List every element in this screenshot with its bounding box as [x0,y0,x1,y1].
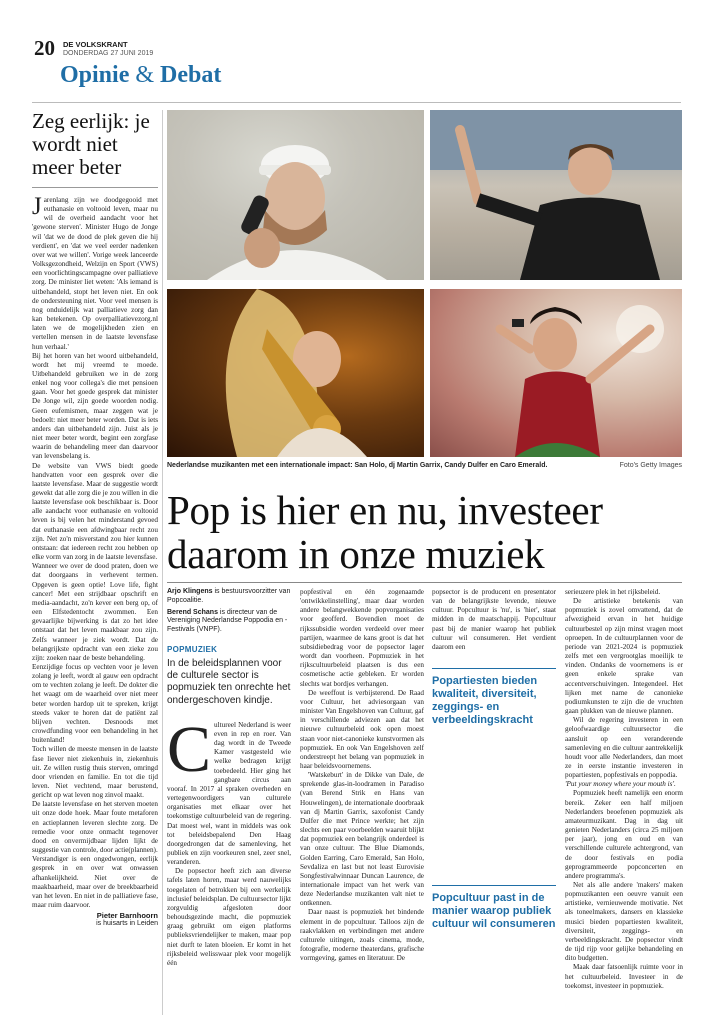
newspaper-name: DE VOLKSKRANT [63,39,128,49]
left-paragraph: Toch willen de meeste mensen in de laatste fase liever niet ziekenhuis in, ziekenhuis uit. Ze willen rustig thuis sterven, omringd door vrienden en familie. En tot die tijd leven. Niet vechtend, maar berustend, gericht op wat leven nog zinvol maakt. [32,745,158,800]
body-quote: 'Put your money where your mouth is'. [565,780,676,789]
body-text: serieuzere plek in het rijksbeleid. [565,588,661,596]
body-text: De weeffout is verbijsterend. De Raad voor Cultuur, het adviesorgaan van minister Van Engelshoven van Cultuur, gaf in verschillende adviezen aan dat het nieuwe cultuurbeleid ook open moest staan voor niet-canonieke kunstvormen als popmuziek. En ook Van Engelshoven zelf onderstreept het belang van popmuziek in haar beleidsvoornemens. [300,688,424,770]
masthead [34,36,153,61]
candy-dulfer-figure [167,289,424,457]
column-divider [162,110,163,1015]
headline-divider [167,582,682,583]
main-body-col4 [565,588,683,991]
left-paragraph: Verstandiger is een ongedwongen, eerlijk gesprek in en over wat onwassen afhankelijkheid. Niet over de maakbaarheid, maar over de breekbaarheid van het leven. En niet in de palliatieve fase, maar ruim daarvoor. [32,855,158,910]
left-article-body [32,193,158,910]
photo-san-holo [167,110,424,280]
pull-quote-2: Popcultuur past in de manier waarop publiek cultuur wil consumeren [432,885,556,931]
body-text: popfestival en één zogenaamde 'ontwikkelinstelling', maar daar worden andere belangwekkende popvorganisaties voor geofferd. Bovendien moet de rijkssubsidie worden verdeeld over meer partijen, waarmee de kans groot is dat het subsidiebedrag voor de popsector lager wordt dan voorheen. Popmuziek in het rijkscultuurbeleid plaatsen is dus een cosmetische actie gebleken. Er worden slechts wat bordjes verhangen. [300,588,424,688]
lead-text: In de beleidsplannen voor de culturele sector is popmuziek ten onrechte het ondergeschoven kindje. [167,657,291,706]
author-1-role: is bestuursvoorzitter van Popcoalitie. [167,588,291,604]
left-article-headline: Zeg eerlijk: je wordt niet meer beter [32,110,158,188]
photo-candy-dulfer [167,289,424,457]
pull-spacer [432,737,556,877]
main-column-4 [565,588,683,991]
author-1-name: Arjo Klingens [167,588,213,595]
main-column-1 [167,588,291,968]
author-2-role: is directeur van de Vereniging Nederlandse Poppodia en -Festivals (VNPF). [167,608,288,634]
main-column-2 [300,588,424,963]
section-amp: & [135,62,155,88]
issue-date: DONDERDAG 27 JUNI 2019 [63,49,154,57]
body-text: popsector is de producent en presentator van de belangrijkste levende, nieuwe cultuur. Popcultuur is 'nu', is 'hier', staat midden in de maatschappij. Popcultuur past bij de manier waarop het publiek cultuur wil consumeren. Het verdient daarom een [432,588,556,651]
section-debat: Debat [160,62,222,88]
left-paragraph: De laatste levensfase en het sterven moeten uit onze dode hoek. Maar foute metaforen en actieplannen leveren slechte zorg. De remedie voor onze onmacht tegenover dood en onvermijdbaar lijden lijkt de suggestie van controle, door actie(plannen). [32,800,158,855]
body-text: Net als alle andere 'makers' maken popmuzikanten een oeuvre vanuit een artistieke, vernieuwende motivatie. Net als toneelmakers, dansers en klassieke musici bieden popartiesten kwaliteit, diversiteit, zeggings- en verbeeldingskracht. De popsector vindt de tijd rijp voor gelijke behandeling en dito budgetten. [565,881,683,963]
left-paragraph: De website van VWS biedt goede handvatten voor een gesprek over die laatste levensfase. Maar de suggestie wordt gewekt dat alle zorg die je zou willen in die laatste levensfase ook beschikbaar is. Door alle aandacht voor euthanasie en voltooid leven is bij velen het minderstand gevoed dat euthanasie een afdwingbaar recht zou zijn. Net zo'n misverstand zou hier kunnen ontstaan: dat iedereen recht zou hebben op elke vorm van zorg in de laatste levensfase. [32,461,158,562]
body-text: De popsector heeft zich aan diverse tafels laten horen, maar werd nauwelijks toegelaten of betrokken bij een werkelijk inclusief beleidsplan. De cultuursector lijkt zorgvuldig afgesloten door behoudsgezinde macht, die popmuziek graag gebruikt om eigen platforms publieksvriendelijker te maken, maar pop niet durft te laten bloeien. Er komt in het rijksbeleid welisswaar plek voor mogelijk één [167,867,291,967]
page-number: 20 [34,36,55,60]
main-body-col1 [167,712,291,968]
body-text: 'Watskeburt' in de Dikke van Dale, de sprekende glas-in-loodramen in Paradiso (van Berend Strik en Hans van Houwelingen), de internationale doorbraak van dj Martin Garrix, saxofonist Candy Dulfer die met Prince werkte; het zijn slechts een paar voorbeelden waaruit blijkt dat popmuziek een belangrijk onderdeel is van onze cultuur. The Blue Diamonds, Golden Earring, Caro Emerald, San Holo, Sevdaliza en last but not least Eurovisie Songfestivalwinnaar Duncan Laurence, de internationale impact van het werk van deze Nederlandse muzikanten valt niet te ontkennen. [300,771,424,908]
left-article [32,110,158,927]
left-author-role: is huisarts in Leiden [96,920,158,928]
photo-caption: Nederlandse muzikanten met een internationale impact: San Holo, dj Martin Garrix, Candy Dulfer en Caro Emerald. [167,462,548,469]
photo-caro-emerald [430,289,682,457]
left-paragraph: Jarenlang zijn we doodgegooid met euthanasie en voltooid leven, maar nu wil de overheid aandacht voor het 'gewone sterven'. Minister Hugo de Jonge wil 'dat we de dood de plek geven die hij verdient', en 'dat we veel eerder nadenken over wat we willen'. Vorige week lanceerde Volksgezondheid, Welzijn en Sport (VWS) een voorlichtingscampagne over palliatieve zorg. De minister liet weten: 'Als iemand is uitbehandeld, stopt het leven niet. En ook de ondersteuning niet. Voor veel mensen is nog onduidelijk wat palliatieve zorg dan kan betekenen. Op overpalliatievezorg.nl laten we de mogelijkheden zien en vertellen mensen in de laatste levensfase hun verhaal.' [32,193,158,351]
body-text: Maak daar fatsoenlijk ruimte voor in het cultuurbeleid. Investeer in de toekomst, investeer in popmuziek. [565,963,683,990]
body-text: ultureel Nederland is weer even in rep en roer. Van dag wordt in de Tweede Kamer vastgesteld wie welke bedragen krijgt toebedeeld. Hier ging het gangbare circus aan vooraf. In 2017 al spraken overheden en vertegenwoordigers van culturele organisaties met elkaar over het toekomstige cultuurbeleid van de regering. Dat moest wel, want in middels was ook tot beleidsbepalend Den Haag doorgedrongen dat de samenleving, het publiek en zijn voorkeuren snel, zeer snel, veranderen. [167,720,291,867]
photo-martin-garrix [430,110,682,280]
author-2 [167,609,291,635]
body-text: De artistieke betekenis van popmuziek is zovel omvattend, dat de afwezigheid ervan in het huidige cultuurbestel op zijn minst vragen moet oproepen. In de cultuurplannen voor de periode van 2021-2024 is popmuziek zelfs met een vergrootglas moeilijk te vinden. Ondanks de voornemens is er geen enkele sprake van accentverschuivingen. Integendeel. Het lijken met name de canonieke podiumkunsten te zijn die de vruchten gaan plukken van de nieuwe plannen. [565,597,683,716]
left-author-name: Pieter Barnhoorn [96,911,158,921]
top-divider [32,102,681,103]
caro-emerald-figure [430,289,682,457]
left-paragraph: Bij het horen van het woord uitbehandeld, wordt het mij vreemd te moede. Uitbehandeld gebruiken we in de zorg enkel nog voor collega's die met pensioen gaan. Voor het goede gesprek dat minister De Jonge wil, zijn goede woorden nodig. Geen eufemismen, maar zeggen wat je bedoelt: niet meer beter worden. Dat is iets anders dan uitbehandeld zijn. Juist als je niet meer beter wordt, begint een zorgfase waarin de behandeling meer dan daarvoor van levensbelang is. [32,351,158,461]
main-body-col3 [432,588,556,652]
body-text: Wil de regering investeren in een geloofwaardige cultuursector die aansluit op een veranderende samenleving en die cultuur aantrekkelijk houdt voor alle Nederlanders, dan moet ze in eerste instantie investeren in popartiesten, popfestivals en poppodia. [565,716,683,780]
main-column-3 [432,588,556,941]
main-body-col2 [300,588,424,963]
body-text: Daar naast is popmuziek het bindende element in de popcultuur. Talloos zijn de raakvlakken en verbindingen met andere culturele uitingen, zoals cinema, mode, fotografie, moderne theaterdans, grafische vormgeving, games en literatuur. De [300,908,424,963]
photo-credit: Foto's Getty Images [619,462,682,469]
dropcap-letter: C [167,712,212,786]
main-headline: Pop is hier en nu, investeer daarom in onze muziek [167,487,603,577]
pull-quote-1: Popartiesten bieden kwaliteit, diversiteit, zeggings- en verbeeldingskracht [432,668,556,727]
san-holo-figure [167,110,424,280]
kicker-label: POPMUZIEK [167,644,218,654]
author-2-name: Berend Schans [167,608,218,616]
section-title [60,62,221,89]
martin-garrix-figure [430,110,682,280]
section-opinie: Opinie [60,62,130,88]
left-paragraph: Wanneer we over de dood praten, doen we dat doorgaans in verhevent termen. Opgeven is geen optie! Love life, fight cancer! Met een strijdbaar opschrift en media-aandacht, zo'n kever een berg op, of een Elfstedentocht zwommen. Een gevaarlijke bijwerking is dat zo het idee ontstaat dat het leven maakbaar zou zijn. Zelfs wanneer je ziek wordt. Dat de belangrijkste opdracht van een zieke zou zijn: zoeken naar de beste behandeling. [32,562,158,662]
author-1 [167,588,291,606]
left-paragraph: Eenzijdige focus op vechten voor je leven zolang je leeft, wordt al gauw een opdracht om te vechten zolang je leeft. De dokter die het waagt om de waarheid over niet meer beter worden hardop uit te spreken, krijgt steeds vaker te horen dat de patiënt zal blijven vechten. Desnoods met crowdfunding voor een behandeling in het buitenland! [32,662,158,745]
body-text: Popmuziek heeft namelijk een enorm bereik. Zeker een half miljoen Nederlanders beoefenen popmuziek als amateurmuzikant. Dag in dag uit genieten Nederlanders (circa 25 miljoen per jaar), jong en oud en van verschillende culturele achtergrond, van de door festivals en podia geprogrammeerde popconcerten en andere programma's. [565,789,683,880]
